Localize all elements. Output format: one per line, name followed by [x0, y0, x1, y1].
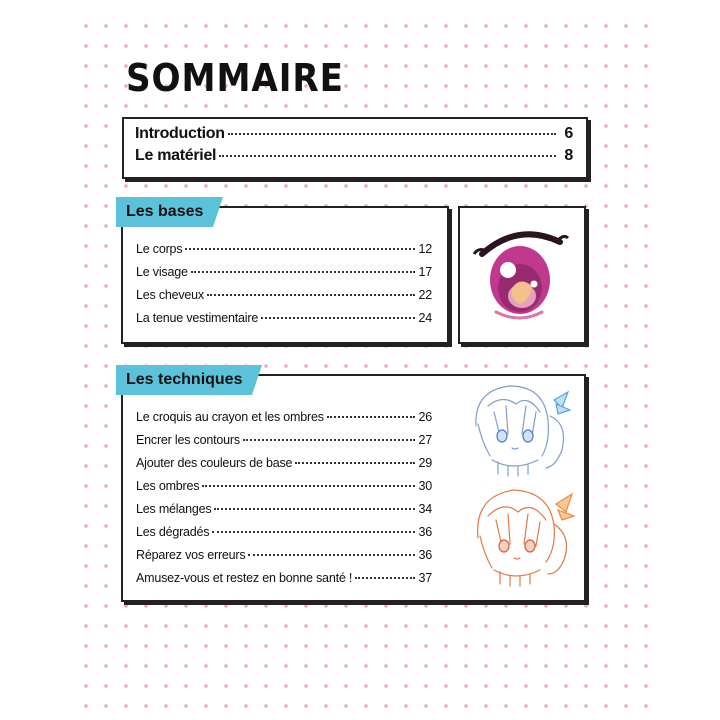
dot-leader	[214, 508, 415, 510]
toc-page: 30	[418, 479, 432, 493]
section-tag-techniques: Les techniques	[116, 365, 252, 395]
toc-row[interactable]	[136, 288, 432, 302]
toc-row[interactable]	[136, 242, 432, 256]
toc-page: 37	[418, 571, 432, 585]
toc-row[interactable]	[136, 433, 432, 447]
toc-page: 34	[418, 502, 432, 516]
dot-leader	[191, 271, 415, 273]
dot-leader	[295, 462, 415, 464]
eye-image-box	[458, 206, 586, 344]
toc-label: Le visage	[136, 265, 188, 279]
toc-label: Le corps	[136, 242, 183, 256]
dot-leader	[202, 485, 415, 487]
toc-page: 36	[418, 525, 432, 539]
toc-page: 29	[418, 456, 432, 470]
dot-leader	[355, 577, 415, 579]
toc-page: 24	[418, 311, 432, 325]
toc-page: 8	[564, 147, 573, 164]
chibi-sketches	[458, 376, 580, 596]
anime-eye-illustration	[460, 208, 584, 342]
toc-label: Encrer les contours	[136, 433, 240, 447]
toc-label: Le croquis au crayon et les ombres	[136, 410, 324, 424]
toc-page: 22	[418, 288, 432, 302]
toc-row[interactable]	[136, 548, 432, 562]
toc-page: 26	[418, 410, 432, 424]
dot-leader	[243, 439, 415, 441]
toc-label: Réparez vos erreurs	[136, 548, 246, 562]
dot-leader	[228, 133, 556, 135]
dot-leader	[219, 155, 556, 157]
dot-leader	[248, 554, 415, 556]
toc-row[interactable]	[136, 571, 432, 585]
toc-row[interactable]	[135, 125, 573, 143]
toc-label: La tenue vestimentaire	[136, 311, 259, 325]
section-tag-bases: Les bases	[116, 197, 213, 227]
toc-row[interactable]	[136, 456, 432, 470]
dot-leader	[212, 531, 415, 533]
dot-leader	[207, 294, 415, 296]
toc-page: 6	[564, 125, 573, 142]
toc-row[interactable]	[135, 147, 573, 165]
toc-page: 27	[418, 433, 432, 447]
toc-row[interactable]	[136, 311, 432, 325]
toc-label: Les mélanges	[136, 502, 212, 516]
toc-page: 12	[418, 242, 432, 256]
toc-page: 36	[418, 548, 432, 562]
toc-label: Les ombres	[136, 479, 200, 493]
dot-leader	[261, 317, 415, 319]
toc-page: 17	[418, 265, 432, 279]
toc-row[interactable]	[136, 265, 432, 279]
chibi-girl-sketch-orange	[478, 490, 574, 586]
dot-leader	[185, 248, 415, 250]
toc-row[interactable]	[136, 502, 432, 516]
toc-row[interactable]	[136, 479, 432, 493]
toc-label: Amusez-vous et restez en bonne santé !	[136, 571, 353, 585]
toc-label: Introduction	[135, 125, 225, 142]
dot-leader	[327, 416, 415, 418]
toc-label: Le matériel	[135, 147, 217, 164]
chibi-girl-sketch-blue	[476, 386, 570, 476]
toc-label: Ajouter des couleurs de base	[136, 456, 293, 470]
toc-label: Les cheveux	[136, 288, 204, 302]
toc-row[interactable]	[136, 410, 432, 424]
page-title: SOMMAIRE	[126, 56, 344, 100]
toc-row[interactable]	[136, 525, 432, 539]
toc-label: Les dégradés	[136, 525, 210, 539]
